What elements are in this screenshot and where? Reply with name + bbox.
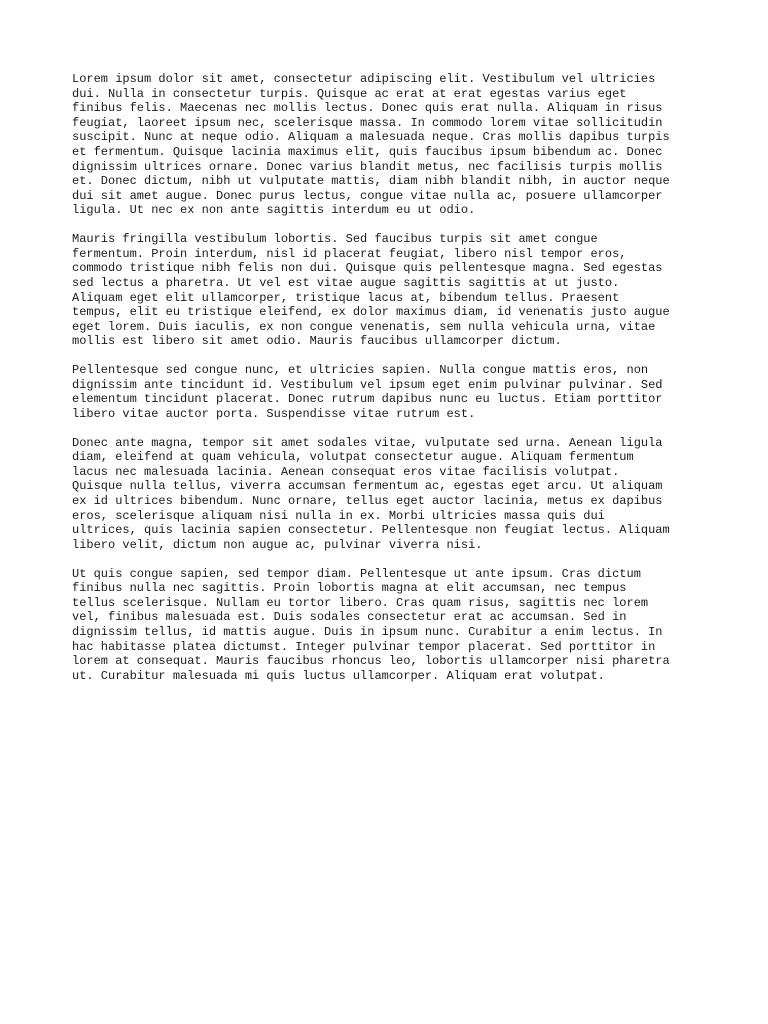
- paragraph-1-line-7: dignissim ultrices ornare. Donec varius blandit metus, nec facilisis turpis mollis: [72, 159, 663, 174]
- paragraph-5-line-4: vel, finibus malesuada est. Duis sodales consectetur erat ac accumsan. Sed in: [72, 610, 627, 625]
- paragraph-4-line-6: eros, scelerisque aliquam nisi nulla in ex. Morbi ultricies massa quis dui: [72, 508, 605, 523]
- paragraph-1-line-4: feugiat, laoreet ipsum nec, scelerisque massa. In commodo lorem vitae sollicitudin: [72, 115, 663, 130]
- paragraph-5: [72, 567, 712, 684]
- paragraph-4: [72, 436, 712, 553]
- paragraph-5-line-8: ut. Curabitur malesuada mi quis luctus ullamcorper. Aliquam erat volutpat.: [72, 668, 605, 683]
- paragraph-4-line-4: Quisque nulla tellus, viverra accumsan fermentum ac, egestas eget arcu. Ut aliquam: [72, 479, 663, 494]
- paragraph-4-line-7: ultrices, quis lacinia sapien consectetur. Pellentesque non feugiat lectus. Aliquam: [72, 523, 670, 538]
- paragraph-3-line-1: Pellentesque sed congue nunc, et ultricies sapien. Nulla congue mattis eros, non: [72, 363, 649, 378]
- paragraph-2-line-8: mollis est libero sit amet odio. Mauris faucibus ullamcorper dictum.: [72, 334, 562, 349]
- paragraph-4-line-3: lacus nec malesuada lacinia. Aenean consequat eros vitae facilisis volutpat.: [72, 464, 620, 479]
- paragraph-3-line-3: elementum tincidunt placerat. Donec rutrum dapibus nunc eu luctus. Etiam porttitor: [72, 392, 663, 407]
- paragraph-3-line-4: libero vitae auctor porta. Suspendisse vitae rutrum est.: [72, 406, 476, 421]
- paragraph-1-line-6: et fermentum. Quisque lacinia maximus elit, quis faucibus ipsum bibendum ac. Donec: [72, 144, 663, 159]
- paragraph-2-line-6: tempus, elit eu tristique eleifend, ex dolor maximus diam, id venenatis justo augue: [72, 305, 670, 320]
- paragraph-2-line-3: commodo tristique nibh felis non dui. Quisque quis pellentesque magna. Sed egestas: [72, 261, 663, 276]
- paragraph-5-line-5: dignissim tellus, id mattis augue. Duis in ipsum nunc. Curabitur a enim lectus. In: [72, 624, 663, 639]
- paragraph-3: [72, 363, 712, 421]
- paragraph-2: [72, 232, 712, 349]
- paragraph-2-line-4: sed lectus a pharetra. Ut vel est vitae augue sagittis sagittis at ut justo.: [72, 275, 620, 290]
- paragraph-5-line-1: Ut quis congue sapien, sed tempor diam. Pellentesque ut ante ipsum. Cras dictum: [72, 566, 641, 581]
- paragraph-5-line-3: tellus scelerisque. Nullam eu tortor libero. Cras quam risus, sagittis nec lorem: [72, 595, 649, 610]
- paragraph-4-line-1: Donec ante magna, tempor sit amet sodales vitae, vulputate sed urna. Aenean ligula: [72, 435, 663, 450]
- paragraph-1-line-3: finibus felis. Maecenas nec mollis lectus. Donec quis erat nulla. Aliquam in risus: [72, 101, 663, 116]
- paragraph-1-line-5: suscipit. Nunc at neque odio. Aliquam a malesuada neque. Cras mollis dapibus turpis: [72, 130, 670, 145]
- paragraph-1-line-10: ligula. Ut nec ex non ante sagittis interdum eu ut odio.: [72, 203, 476, 218]
- paragraph-4-line-5: ex id ultrices bibendum. Nunc ornare, tellus eget auctor lacinia, metus ex dapibus: [72, 494, 663, 508]
- paragraph-5-line-2: finibus nulla nec sagittis. Proin lobortis magna at elit accumsan, nec tempus: [72, 581, 627, 596]
- paragraph-1-line-1: Lorem ipsum dolor sit amet, consectetur adipiscing elit. Vestibulum vel ultricies: [72, 72, 656, 86]
- paragraph-2-line-1: Mauris fringilla vestibulum lobortis. Sed faucibus turpis sit amet congue: [72, 232, 598, 247]
- paragraph-5-line-6: hac habitasse platea dictumst. Integer pulvinar tempor placerat. Sed porttitor in: [72, 639, 656, 654]
- paragraph-5-line-7: lorem at consequat. Mauris faucibus rhoncus leo, lobortis ullamcorper nisi pharetra: [72, 654, 670, 669]
- paragraph-2-line-7: eget lorem. Duis iaculis, ex non congue venenatis, sem nulla vehicula urna, vitae: [72, 319, 656, 334]
- paragraph-4-line-8: libero velit, dictum non augue ac, pulvinar viverra nisi.: [72, 537, 483, 552]
- document-body: [72, 72, 712, 698]
- paragraph-2-line-5: Aliquam eget elit ullamcorper, tristique lacus at, bibendum tellus. Praesent: [72, 290, 620, 305]
- paragraph-1-line-9: dui sit amet augue. Donec purus lectus, congue vitae nulla ac, posuere ullamcorper: [72, 188, 663, 203]
- paragraph-1: [72, 72, 712, 218]
- paragraph-1-line-2: dui. Nulla in consectetur turpis. Quisque ac erat at erat egestas varius eget: [72, 86, 627, 101]
- paragraph-1-line-8: et. Donec dictum, nibh ut vulputate mattis, diam nibh blandit nibh, in auctor neque: [72, 174, 670, 189]
- paragraph-4-line-2: diam, eleifend at quam vehicula, volutpat consectetur augue. Aliquam fermentum: [72, 450, 634, 465]
- paragraph-3-line-2: dignissim ante tincidunt id. Vestibulum vel ipsum eget enim pulvinar pulvinar. Sed: [72, 377, 663, 392]
- paragraph-2-line-2: fermentum. Proin interdum, nisl id placerat feugiat, libero nisl tempor eros,: [72, 246, 627, 261]
